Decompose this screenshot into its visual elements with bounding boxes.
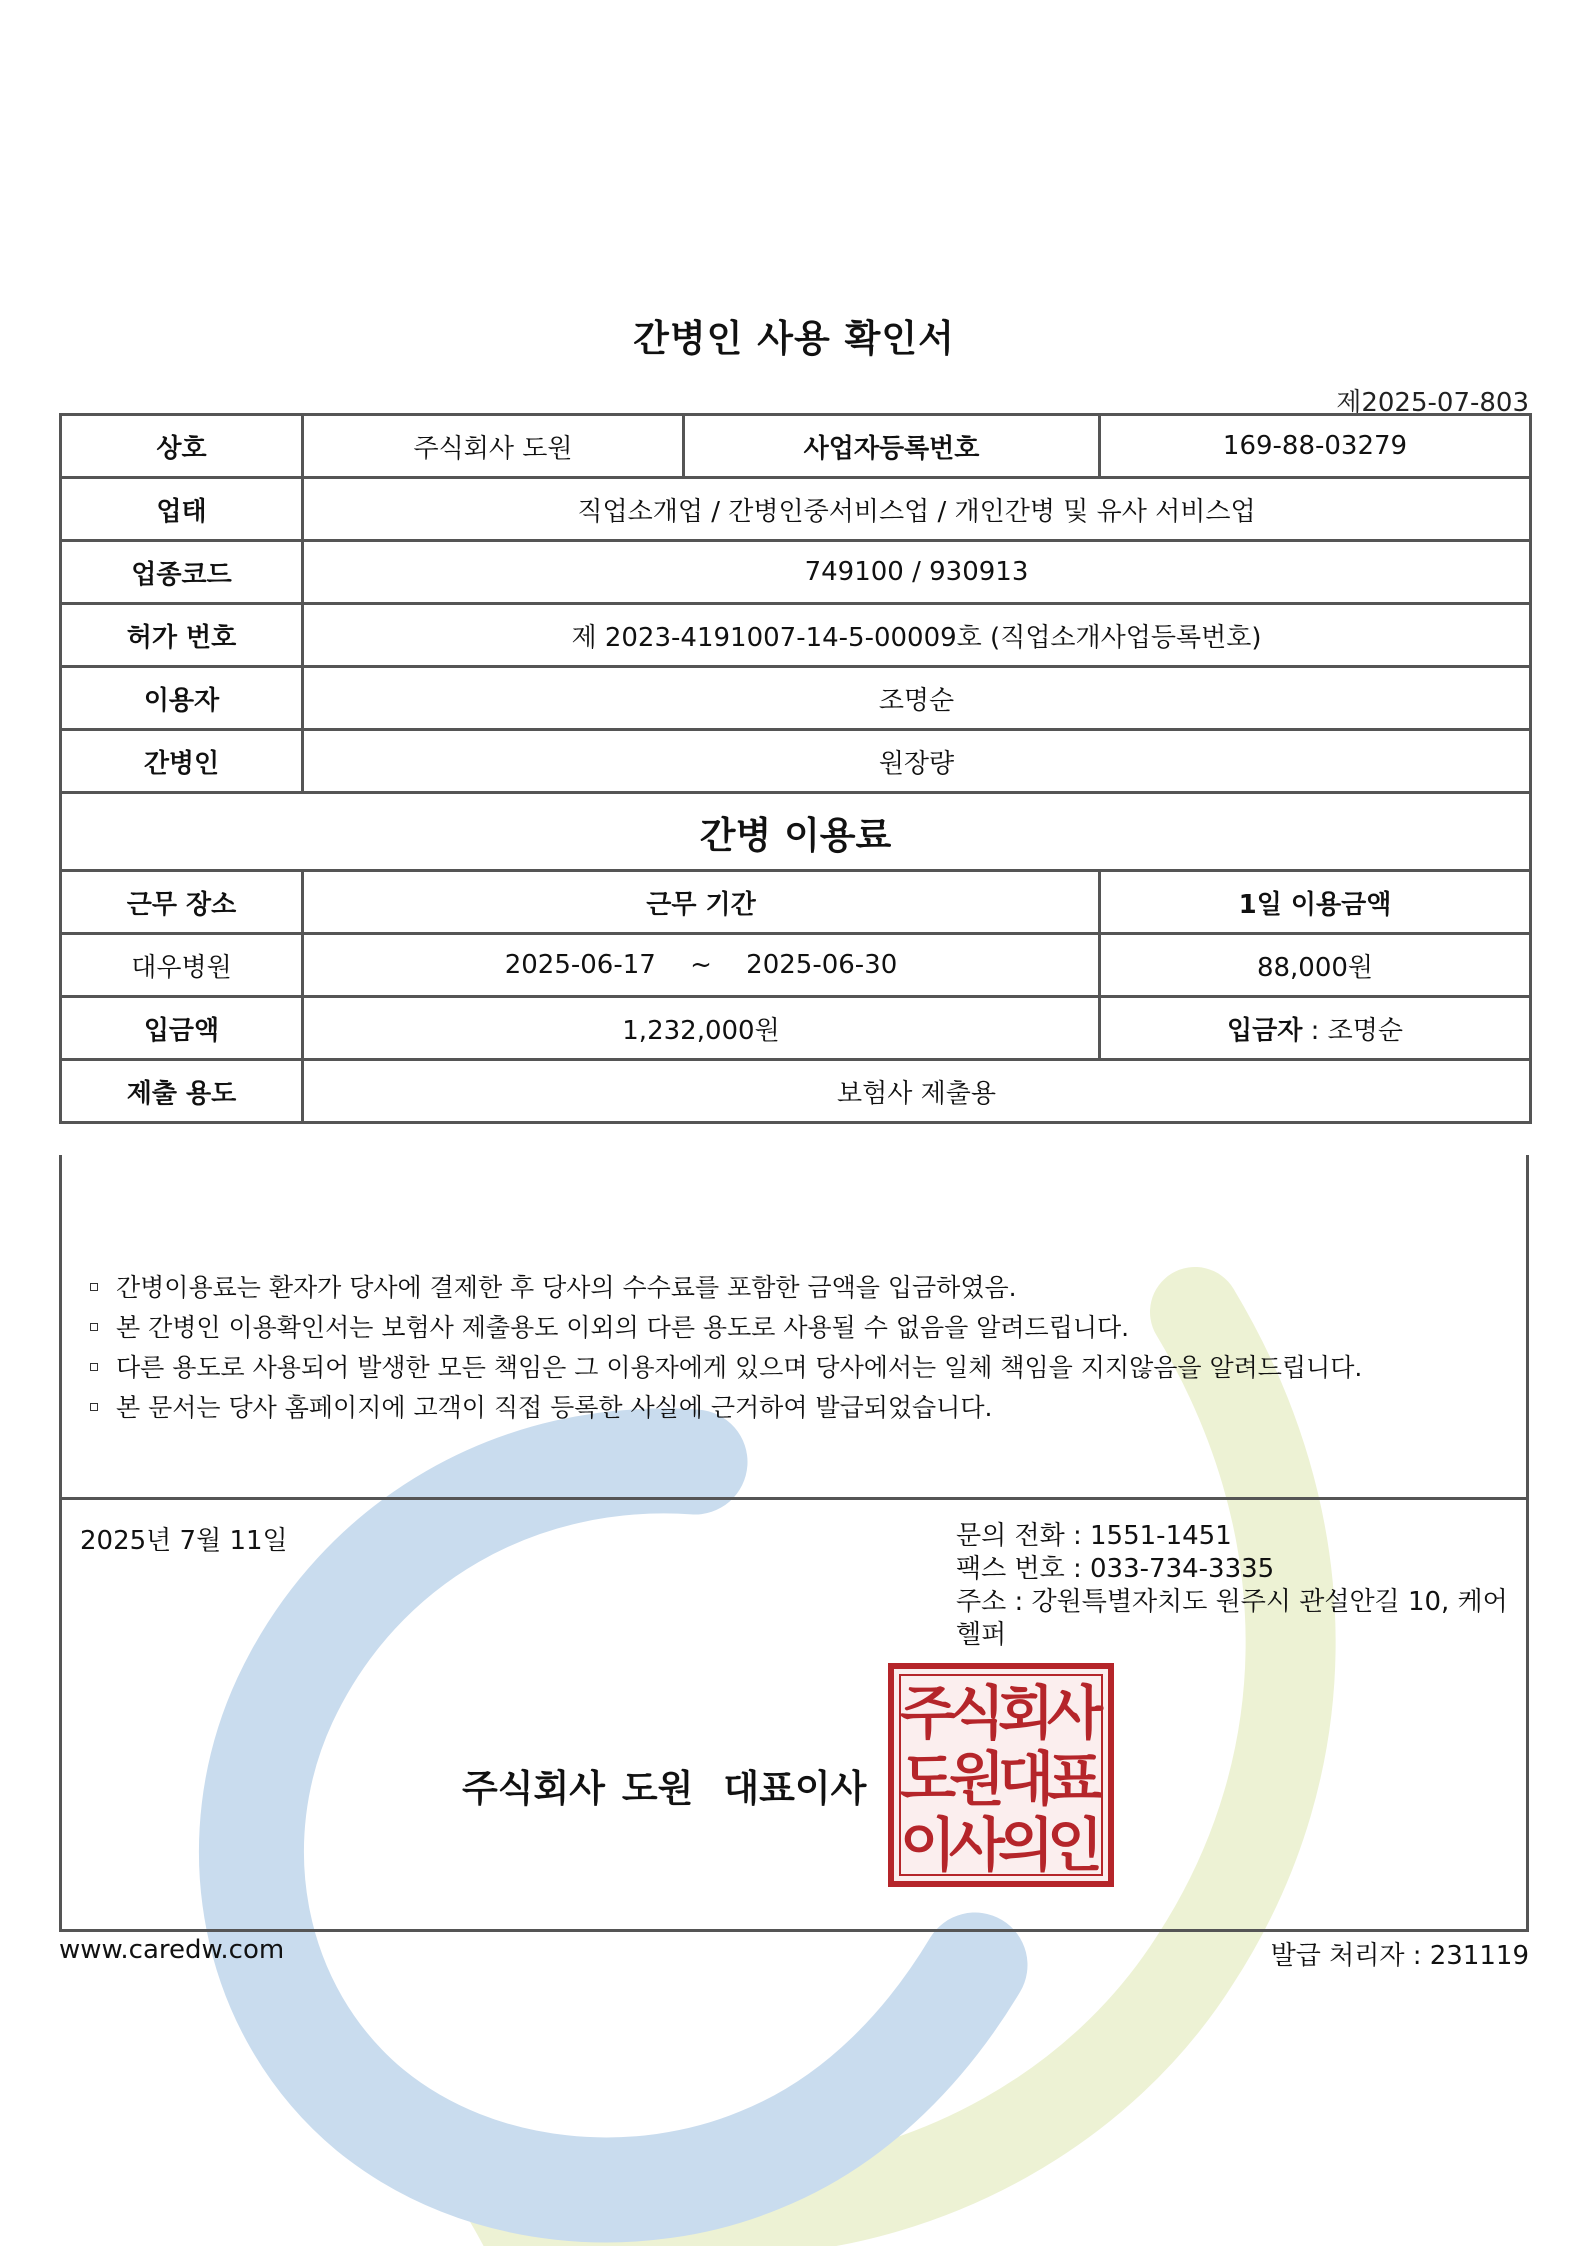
issuer-id: 발급 처리자 : 231119 <box>1270 1941 1529 1971</box>
seal-glyph: 사 <box>1046 1679 1104 1747</box>
table-row <box>61 793 1531 871</box>
list-item <box>90 1388 1526 1428</box>
table-row <box>61 415 1531 478</box>
signature-company-name: 주식회사 도원 <box>462 1767 694 1810</box>
seal-glyph: 인 <box>1046 1811 1104 1879</box>
list-item <box>90 1268 1526 1308</box>
seal-glyphs <box>900 1679 1104 1879</box>
place-value: 대우병원 <box>61 934 303 997</box>
table-row <box>61 1060 1531 1123</box>
table-row <box>61 604 1531 667</box>
notes-box <box>59 1155 1529 1497</box>
deposit-value: 1,232,000원 <box>303 997 1100 1060</box>
daily-value: 88,000원 <box>1100 934 1531 997</box>
table-row <box>61 871 1531 934</box>
list-item <box>90 1308 1526 1348</box>
period-start: 2025-06-17 <box>504 950 656 980</box>
signature-box <box>59 1497 1529 1932</box>
license-label: 허가 번호 <box>61 604 303 667</box>
depositor-value: 조명순 <box>1327 1015 1403 1046</box>
seal-glyph: 의 <box>997 1811 1055 1879</box>
period-label: 근무 기간 <box>303 871 1100 934</box>
bullet-square-icon <box>90 1323 98 1331</box>
table-row <box>61 997 1531 1060</box>
place-label: 근무 장소 <box>61 871 303 934</box>
table-row <box>61 478 1531 541</box>
company-signature <box>462 1758 866 1812</box>
period-value <box>303 934 1100 997</box>
bizcode-value: 749100 / 930913 <box>303 541 1531 604</box>
phone-line: 문의 전화 : 1551-1451 <box>956 1521 1232 1551</box>
note-text: 간병이용료는 환자가 당사에 결제한 후 당사의 수수료를 포함한 금액을 입금하였음. <box>116 1273 1017 1302</box>
seal-glyph: 주 <box>899 1679 957 1747</box>
note-text: 다른 용도로 사용되어 발생한 모든 책임은 그 이용자에게 있으며 당사에서는 일체 책임을 지지않음을 알려드립니다. <box>116 1353 1363 1382</box>
company-label: 상호 <box>61 415 303 478</box>
period-end: 2025-06-30 <box>746 950 898 980</box>
seal-glyph: 표 <box>1046 1745 1104 1813</box>
seal-glyph: 도 <box>899 1745 957 1813</box>
table-row <box>61 934 1531 997</box>
document-title: 간병인 사용 확인서 <box>633 317 955 360</box>
table-row <box>61 541 1531 604</box>
company-value: 주식회사 도원 <box>303 415 684 478</box>
caregiver-label: 간병인 <box>61 730 303 793</box>
document-number: 제2025-07-803 <box>1336 388 1529 418</box>
biztype-value: 직업소개업 / 간병인중서비스업 / 개인간병 및 유사 서비스업 <box>303 478 1531 541</box>
seal-glyph: 대 <box>997 1745 1055 1813</box>
info-table <box>59 413 1532 1124</box>
note-text: 본 간병인 이용확인서는 보험사 제출용도 이외의 다른 용도로 사용될 수 없음을 알려드립니다. <box>116 1313 1130 1342</box>
bullet-square-icon <box>90 1283 98 1291</box>
period-separator: ~ <box>690 950 712 980</box>
biztype-label: 업태 <box>61 478 303 541</box>
table-row <box>61 730 1531 793</box>
purpose-value: 보험사 제출용 <box>303 1060 1531 1123</box>
depositor-separator: : <box>1302 1015 1328 1046</box>
website-url: www.caredw.com <box>59 1935 285 1965</box>
company-seal-icon <box>888 1663 1114 1887</box>
seal-glyph: 사 <box>948 1811 1006 1879</box>
note-text: 본 문서는 당사 홈페이지에 고객이 직접 등록한 사실에 근거하여 발급되었습니다. <box>116 1393 993 1422</box>
table-row <box>61 667 1531 730</box>
depositor-cell <box>1100 997 1531 1060</box>
daily-label: 1일 이용금액 <box>1100 871 1531 934</box>
signature-representative: 대표이사 <box>723 1767 867 1810</box>
bullet-square-icon <box>90 1403 98 1411</box>
caregiver-value: 원장량 <box>303 730 1531 793</box>
depositor-label: 입금자 <box>1226 1015 1303 1046</box>
deposit-label: 입금액 <box>61 997 303 1060</box>
seal-glyph: 원 <box>948 1745 1006 1813</box>
notes-list <box>62 1155 1526 1428</box>
seal-glyph: 회 <box>997 1679 1055 1747</box>
user-label: 이용자 <box>61 667 303 730</box>
fee-section-title: 간병 이용료 <box>61 793 1531 871</box>
bullet-square-icon <box>90 1363 98 1371</box>
bizcode-label: 업종코드 <box>61 541 303 604</box>
bizno-label: 사업자등록번호 <box>684 415 1100 478</box>
fax-line: 팩스 번호 : 033-734-3335 <box>956 1554 1275 1584</box>
issue-date: 2025년 7월 11일 <box>80 1526 288 1556</box>
contact-info <box>956 1520 1526 1652</box>
bizno-value: 169-88-03279 <box>1100 415 1531 478</box>
address-line: 주소 : 강원특별자치도 원주시 관설안길 10, 케어헬퍼 <box>956 1587 1508 1650</box>
purpose-label: 제출 용도 <box>61 1060 303 1123</box>
list-item <box>90 1348 1526 1388</box>
seal-glyph: 식 <box>948 1679 1006 1747</box>
user-value: 조명순 <box>303 667 1531 730</box>
seal-glyph: 이 <box>899 1811 957 1879</box>
license-value: 제 2023-4191007-14-5-00009호 (직업소개사업등록번호) <box>303 604 1531 667</box>
